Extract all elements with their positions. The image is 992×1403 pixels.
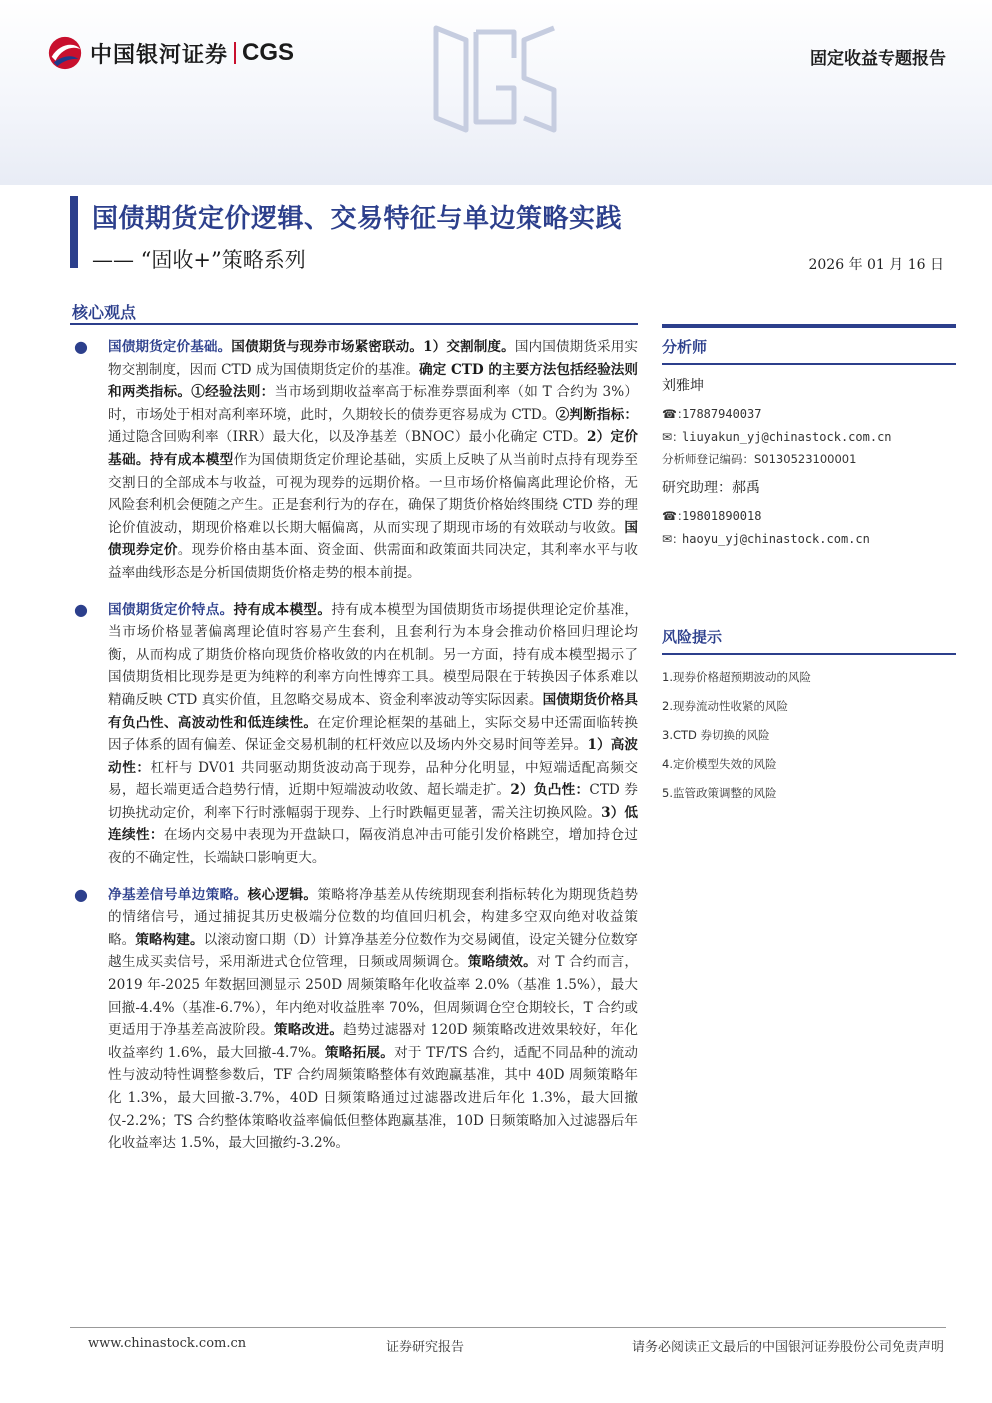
risk-list [662,669,956,801]
bullet-text: 当市场到期收益率高于标准券票面利率（如 T 合约为 3%）时，市场处于相对高利率环境，此时，久期较长的债券更容易成为 CTD。 [108,384,638,423]
analyst-email[interactable]: liuyakun_yj@chinastock.com.cn [682,429,892,444]
bullet-text: 2）负凸性： [510,782,590,799]
risk-item: 3.CTD 券切换的风险 [662,728,770,742]
bullet-text: 国内国债期货采用实物交割制度，因而 CTD 成为国债期货定价的基准。 [108,339,639,378]
core-views-rule [70,323,638,325]
assistant-phone: 19801890018 [682,508,762,523]
core-view-bullet [70,599,638,870]
risk-rule [662,653,956,655]
logo-text-cn: 中国银河证券 [90,42,229,68]
bullet-text: ②判断指标： [555,406,639,423]
bullet-text: 对 T 合约而言，2019 年-2025 年数据回测显示 250D 周频策略年化收益率 2.0%（基准 1.5%），最大回撤-4.4%（基准-6.7%），年内绝对收益胜率 70%，但周频调仓空仓期较长，T 合约或更适用于净基差高波阶段。 [108,954,639,1039]
core-views-list [70,336,638,1169]
bullet-text: 策略拓展。 [324,1044,395,1061]
bullet-text: 策略构建。 [135,931,204,948]
bullet-text: 1）高波动性： [108,737,638,776]
analyst-rule [662,363,956,365]
bullet-text: 核心逻辑。 [247,886,318,903]
bullet-dot-icon: ● [74,884,88,904]
footer-report-type: 证券研究报告 [386,1340,465,1355]
bullet-text: 通过隐含回购利率（IRR）最大化，以及净基差（BNOC）最小化确定 CTD。 [108,429,587,446]
bullet-dot-icon: ● [74,599,88,619]
bullet-lead: 国债期货定价基础。 [108,339,232,355]
report-type-label: 固定收益专题报告 [810,49,946,69]
footer-disclaimer: 请务必阅读正文最后的中国银河证券股份公司免责声明 [631,1340,944,1355]
report-date: 2026 年 01 月 16 日 [808,257,944,273]
risk-item: 2.现券流动性收紧的风险 [662,699,788,713]
analyst-name: 刘雅坤 [662,378,704,394]
core-view-bullet [70,336,638,585]
risk-item: 5.监管政策调整的风险 [662,786,777,800]
analyst-top-rule [662,324,956,328]
risk-item: 4.定价模型失效的风险 [662,757,777,771]
analyst-phone: 17887940037 [682,406,762,421]
report-title: 国债期货定价逻辑、交易特征与单边策略实践 [92,204,623,234]
email-icon: ✉： [662,430,685,444]
bullet-text: 国债现券定价 [108,519,638,559]
research-assistant: 研究助理：郝禹 [662,480,760,496]
bullet-text: 持有成本模型。 [233,601,332,618]
bullet-text: 持有成本模型为国债期货市场提供理论定价基准，当市场价格显著偏离理论值时容易产生套利，且套利行为本身会推动价格回归理论均衡，从而构成了期货价格向现货价格收敛的内在机制。另一方面，持有成本模型揭示了国债期货相比现券是更为纯粹的利率方向性博弈工具。模型局限在于转换因子体系难以精确反映 CTD 真实价值，且忽略交易成本、资金利率波动等实际因素。 [108,601,639,708]
logo-text-en: CGS [242,39,295,66]
analyst-panel [662,324,956,553]
bullet-text: 策略绩效。 [467,954,538,971]
bullet-text: 国债期货价格具有负凸性、高波动性和低连续性。 [108,691,638,731]
footer-website[interactable]: www.chinastock.com.cn [88,1336,247,1351]
bullet-lead: 净基差信号单边策略。 [108,886,248,903]
bullet-text: 在场内交易中表现为开盘缺口，隔夜消息冲击可能引发价格跳空，增加持仓过夜的不确定性，长端缺口影响更大。 [108,827,638,867]
bullet-text: 2）定价基础。持有成本模型 [108,429,638,468]
analyst-heading: 分析师 [662,338,708,356]
bullet-text: 策略改进。 [274,1022,344,1039]
bullet-text: 作为国债期货定价理论基础，实质上反映了从当前时点持有现券至交割日的全部成本与收益，可视为现券的远期价格。一旦市场价格偏离此理论价格，无风险套利机会便随之产生。正是套利行为的存在，确保了期货价格始终围绕 CTD 券的理论价值波动，期现价格难以长期大幅偏离，从而实现了期现市场的有效联动与收敛。 [108,451,639,536]
bullet-text: CTD 券切换扰动定价，利率下行时涨幅弱于现券、上行时跌幅更显著，需关注切换风险。 [108,782,638,821]
bullet-text: 对于 TF/TS 合约，适配不同品种的流动性与波动特性调整参数后，TF 合约周频策略整体有效跑赢基准，其中 40D 周频策略年化 1.3%，最大回撤-3.7%，40D 日频策略通过过滤器改进后年化 1.3%，最大回撤仅-2.2%；TS 合约整体策略收益率偏低但整体跑赢基准，10D 日频策略加入过滤器后年化收益率达 1.5%，最大回撤约-3.2%。 [108,1044,639,1152]
report-subtitle: —— “固收+”策略系列 [92,248,306,272]
phone-icon: ☎： [662,509,689,523]
logo-separator [234,42,236,64]
cgs-watermark-icon [430,18,560,138]
bullet-text: 策略将净基差从传统期现套利指标转化为期现货趋势的情绪信号，通过捕捉其历史极端分位数的均值回归机会，构建多空双向绝对收益策略。 [108,886,639,948]
assistant-email[interactable]: haoyu_yj@chinastock.com.cn [682,531,870,546]
risk-heading: 风险提示 [662,628,723,646]
bullet-dot-icon: ● [74,337,88,356]
core-view-bullet [70,884,638,1155]
bullet-text: 国债期货与现券市场紧密联动。1）交割制度。 [231,339,515,355]
galaxy-logo-icon [46,34,84,72]
risk-item: 1.现券价格超预期波动的风险 [662,670,811,684]
bullet-text: 确定 CTD 的主要方法包括经验法则和两类指标。①经验法则： [108,361,639,401]
analyst-registration: 分析师登记编码：S0130523100001 [662,452,857,466]
email-icon: ✉： [662,532,685,546]
title-accent-bar [70,196,78,268]
core-views-heading: 核心观点 [72,303,137,322]
bullet-text: 3）低连续性： [108,804,638,844]
bullet-lead: 国债期货定价特点。 [108,601,234,618]
phone-icon: ☎： [662,407,689,421]
company-logo [46,34,294,72]
bullet-text: 趋势过滤器对 120D 频策略改进效果较好，年化收益率约 1.6%，最大回撤-4.7%。 [108,1022,638,1061]
bullet-text: 以滚动窗口期（D）计算净基差分位数作为交易阈值，设定关键分位数穿越生成买卖信号，采用渐进式仓位管理，日频或周频调仓。 [108,931,639,971]
footer-rule [70,1327,946,1328]
bullet-text: 在定价理论框架的基础上，实际交易中还需面临转换因子体系的固有偏差、保证金交易机制的杠杆效应以及场内外交易时间等差异。 [108,714,639,754]
bullet-text: 杠杆与 DV01 共同驱动期货波动高于现券，品种分化明显，中短端适配高频交易，超长端更适合趋势行情，近期中短端波动收敛、超长端走扩。 [108,759,639,799]
risk-panel [662,626,956,814]
bullet-text: 。现券价格由基本面、资金面、供需面和政策面共同决定，其利率水平与收益率曲线形态是分析国债期货价格走势的根本前提。 [108,542,639,581]
